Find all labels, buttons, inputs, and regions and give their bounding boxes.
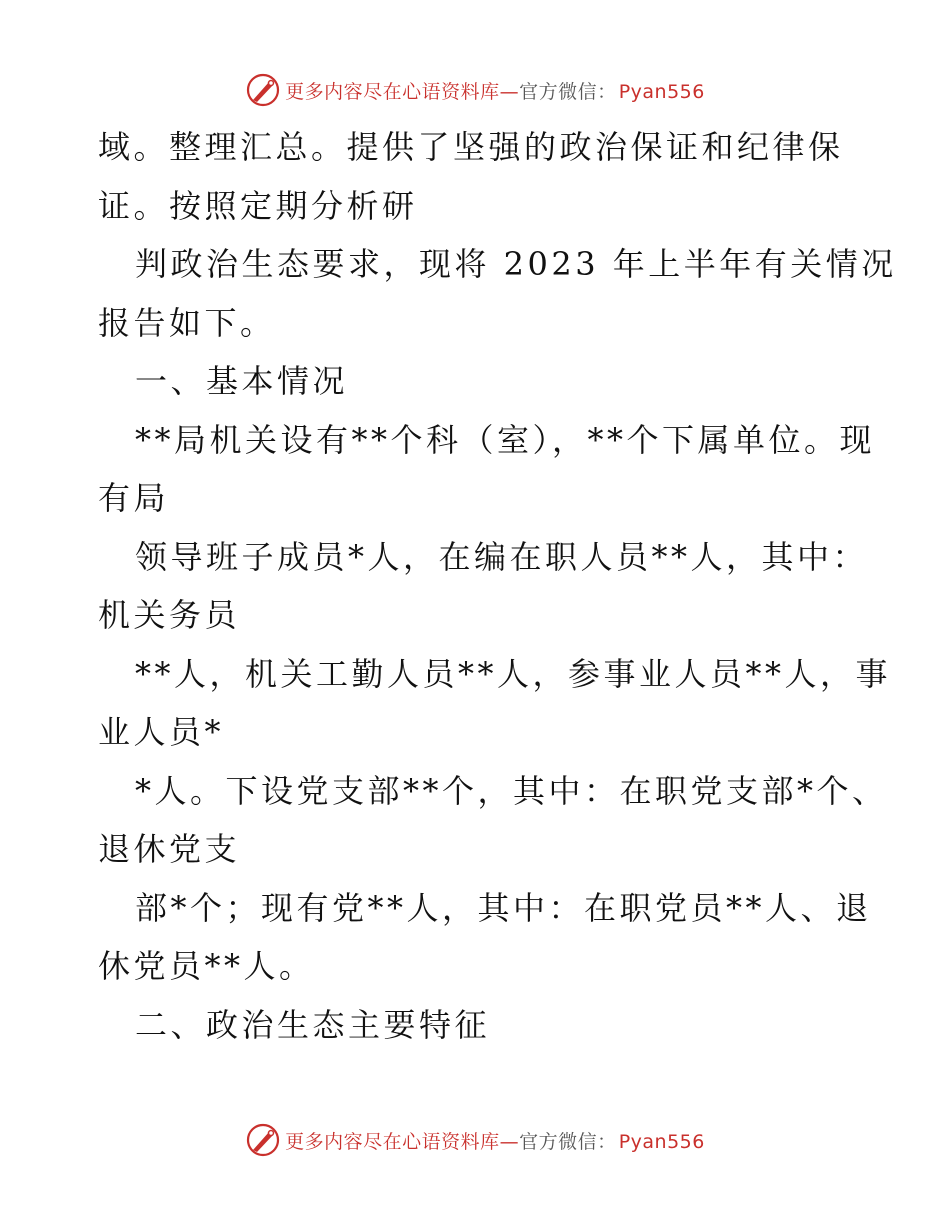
- banner-wechat-id: Pyan556: [618, 1130, 705, 1153]
- document-body: [98, 118, 897, 1054]
- text-line: 证。按照定期分析研: [98, 186, 418, 225]
- banner-slogan: 更多内容尽在心语资料库: [285, 1130, 500, 1153]
- banner-text: [285, 77, 705, 104]
- banner-wechat-label: 官方微信：: [519, 1130, 617, 1153]
- pen-circle-logo-icon: [245, 1122, 281, 1158]
- banner-dash: —: [499, 1130, 520, 1153]
- footer-banner: [0, 1120, 950, 1160]
- text-line: 业人员*: [98, 713, 225, 751]
- text-line: 域。整理汇总。提供了坚强的政治保证和纪律保: [98, 128, 844, 166]
- text-line: 部*个；现有党**人，其中：在职党员**人、退: [135, 888, 872, 927]
- text-line: 机关务员: [98, 596, 241, 634]
- banner-slogan: 更多内容尽在心语资料库: [285, 80, 500, 103]
- text-line: **人，机关工勤人员**人，参事业人员**人，事: [135, 654, 892, 693]
- text-line: **局机关设有**个科（室），**个下属单位。现: [135, 420, 876, 459]
- banner-text: [285, 1127, 705, 1154]
- text-line: *人。下设党支部**个，其中：在职党支部*个、: [135, 771, 888, 810]
- text-line: 有局: [98, 479, 170, 517]
- text-line: 领导班子成员*人，在编在职人员**人，其中：: [135, 537, 869, 576]
- banner-dash: —: [499, 80, 520, 103]
- section-heading: 一、基本情况: [135, 362, 349, 400]
- text-line: 退休党支: [98, 830, 241, 868]
- text-line: 报告如下。: [98, 303, 276, 342]
- header-banner: [0, 70, 950, 110]
- text-line: 判政治生态要求，现将 2023 年上半年有关情况: [135, 245, 897, 283]
- text-line: 休党员**人。: [98, 947, 315, 985]
- section-heading: 二、政治生态主要特征: [135, 1005, 491, 1044]
- banner-wechat-id: Pyan556: [618, 80, 705, 103]
- banner-wechat-label: 官方微信：: [519, 80, 617, 103]
- pen-circle-logo-icon: [245, 72, 281, 108]
